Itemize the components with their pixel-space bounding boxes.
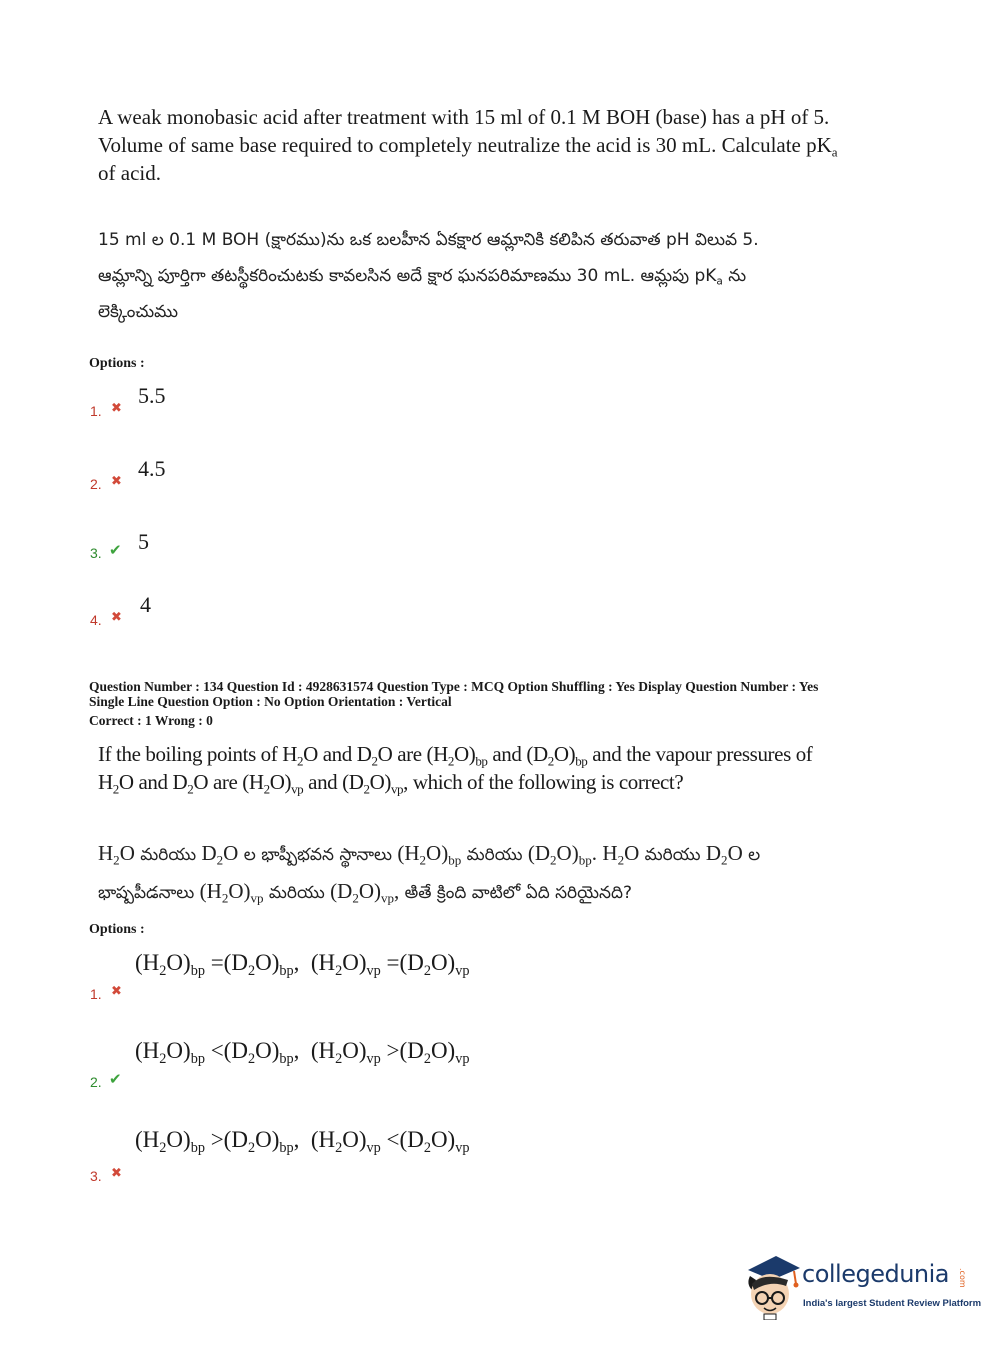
q1-en-line1: A weak monobasic acid after treatment with 15 ml of 0.1 M BOH (base) has a pH of 5. xyxy=(98,105,830,129)
question-133-english xyxy=(98,103,898,187)
question-133-telugu xyxy=(98,222,898,330)
q1-option-3: 3. ✔ 5 xyxy=(90,529,149,561)
question-134-meta xyxy=(89,679,909,728)
q2-option-2: 2. ✔ $(H_2O)_{bp} <(D_2O)_{bp}$, $(H_2O)_{vp} >(D_2O)_{vp}$ xyxy=(90,1038,470,1090)
cross-icon: ✖ xyxy=(111,984,122,999)
option-value: 4.5 xyxy=(138,456,166,481)
q1-te-line3: లెక్కించుము xyxy=(98,302,179,322)
option-formula: $(H_2O)_{bp} <(D_2O)_{bp}$, $(H_2O)_{vp} >(D_2O)_{vp}$ xyxy=(135,1038,470,1067)
brand-tagline: India's largest Student Review Platform xyxy=(803,1298,982,1309)
question-134-english: If the boiling points of $H_2O$ and $D_2O$ are $(H_2O)_{bp}$ and $(D_2O)_{bp}$ and the vapour pressures of $H_2O$ and $D_2O$ are $(H_2O)_{vp}$ and $(D_2O)_{vp}$, which of the following is correct? xyxy=(98,742,813,797)
option-value: 5 xyxy=(138,529,149,554)
meta-line2: Single Line Question Option : No Option Orientation : Vertical xyxy=(89,694,452,709)
q1-option-2: 2. ✖ 4.5 xyxy=(90,456,166,492)
question-134-telugu: $H_2O$ మరియు $D_2O$ ల భాష్పీభవన స్థానాలు $(H_2O)_{bp}$ మరియు $(D_2O)_{bp}$. $H_2O$ మరియు $D_2O$ ల భాష్పపీడనాలు $(H_2O)_{vp}$ మరియు $(D_2O)_{vp}$, అితే క్రింది వాటిలో ఏది సరియైనది? xyxy=(98,841,761,906)
cross-icon: ✖ xyxy=(111,610,122,625)
q1-en-line3: of acid. xyxy=(98,161,161,185)
option-value: 4 xyxy=(140,592,151,617)
q2-option-1: 1. ✖ $(H_2O)_{bp} =(D_2O)_{bp}$, $(H_2O)_{vp} =(D_2O)_{vp}$ xyxy=(90,950,470,1002)
brand-com: .com xyxy=(958,1268,967,1288)
q1-options-label: Options : xyxy=(89,356,145,371)
q2-options-label: Options : xyxy=(89,922,145,937)
q1-te-line1: 15 ml ల 0.1 M BOH (క్షారము)ను ఒక బలహీన ఏకక్షార ఆమ్లానికి కలిపిన తరువాత pH విలువ 5. xyxy=(98,230,759,250)
cross-icon: ✖ xyxy=(111,1166,122,1181)
q1-option-4: 4. ✖ 4 xyxy=(90,592,151,628)
cross-icon: ✖ xyxy=(111,474,122,489)
option-value: 5.5 xyxy=(138,383,166,408)
check-icon: ✔ xyxy=(109,1070,122,1088)
option-formula: $(H_2O)_{bp} =(D_2O)_{bp}$, $(H_2O)_{vp} =(D_2O)_{vp}$ xyxy=(135,950,470,979)
meta-line1: Question Number : 134 Question Id : 4928631574 Question Type : MCQ Option Shuffling : Yes Display Question Number : Yes xyxy=(89,679,819,694)
check-icon: ✔ xyxy=(109,541,122,559)
option-formula: $(H_2O)_{bp} >(D_2O)_{bp}$, $(H_2O)_{vp} <(D_2O)_{vp}$ xyxy=(135,1127,470,1156)
q2-option-3: 3. ✖ $(H_2O)_{bp} >(D_2O)_{bp}$, $(H_2O)_{vp} <(D_2O)_{vp}$ xyxy=(90,1127,470,1184)
brand-name: collegedunia xyxy=(802,1260,950,1288)
q1-option-1: 1. ✖ 5.5 xyxy=(90,383,166,419)
meta-line3: Correct : 1 Wrong : 0 xyxy=(89,713,213,728)
collegedunia-logo xyxy=(742,1250,982,1320)
mascot-icon xyxy=(742,1250,802,1320)
q1-en-line2: Volume of same base required to completely neutralize the acid is 30 mL. Calculate $pK_a$ xyxy=(98,133,838,160)
cross-icon: ✖ xyxy=(111,401,122,416)
q1-te-line2: ఆమ్లాన్ని పూర్తిగా తటస్థీకరించుటకు కావలసిన అదే క్షార ఘనపరిమాణము 30 mL. ఆమ్లపు $pK_a$ ను xyxy=(98,266,747,288)
